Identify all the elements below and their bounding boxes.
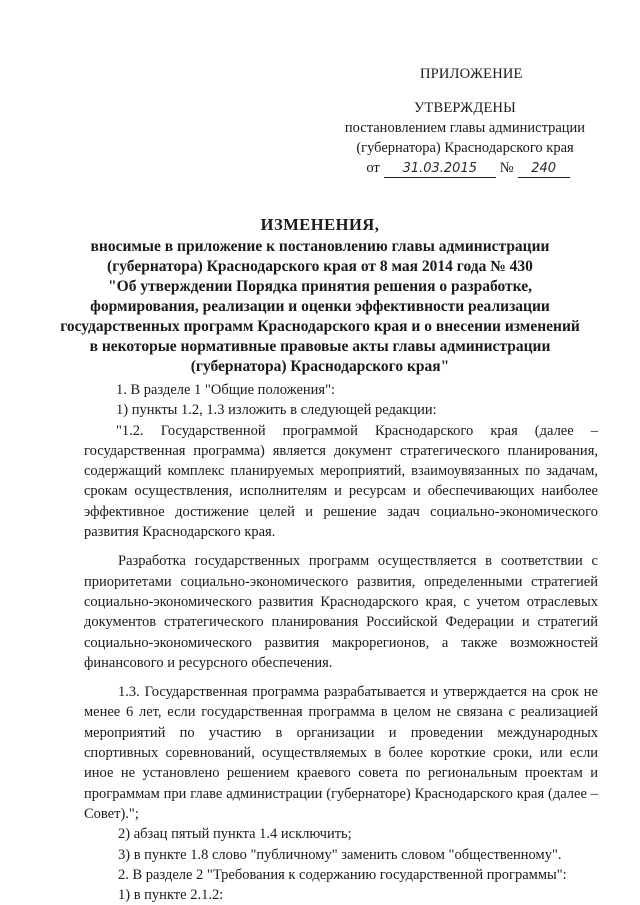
title-line: (губернатора) Краснодарского края" <box>190 358 450 375</box>
paragraph-clause-1-2: "1.2. Государственной программой Краснодарского края (далее – государственная программа) является документ стратегического планирования, содержащий комплекс планируемых мероприятий, взаимоувязанных по задачам, срокам осуществления, исполнителям и ресурсам и обеспечивающих наиболее эффективное достижение целей и решение задач социально-экономического развития Краснодарского края. <box>84 422 598 541</box>
paragraph-development: Разработка государственных программ осуществляется в соответствии с приоритетами социально-экономического развития, определенными стратегией социально-экономического развития Краснодарского края, с учетом отраслевых документов стратегического планирования Российской Федерации и стратегий социально-экономического развития макрорегионов, а также возможностей финансового и ресурсного обеспечения. <box>84 553 598 671</box>
paragraph-item-3: 3) в пункте 1.8 слово "публичному" заменить словом "общественному". <box>118 846 562 863</box>
paragraph-item-1: 1) пункты 1.2, 1.3 изложить в следующей редакции: <box>116 402 437 419</box>
approval-stamp-block <box>330 98 600 178</box>
paragraph-clause-1-3: 1.3. Государственная программа разрабатывается и утверждается на срок не менее 6 лет, если государственная программа в целом не связана с реализацией мероприятий по участию в организации и проведении международных спортивных соревнований, осуществляемых в более короткие сроки, или если иное не установлено решением краевого совета по региональным проектам и программам при главе администрации (губернаторе) Краснодарского края (далее – Совет)."; <box>84 684 598 822</box>
title-line: формирования, реализации и оценки эффективности реализации <box>90 298 550 315</box>
paragraph-section-1: 1. В разделе 1 "Общие положения": <box>116 382 336 398</box>
title-line: "Об утверждении Порядка принятия решения о разработке, <box>108 278 532 295</box>
title-main: ИЗМЕНЕНИЯ, <box>260 215 380 234</box>
approved-heading: УТВЕРЖДЕНЫ <box>413 100 517 116</box>
title-line: в некоторые нормативные правовые акты главы администрации <box>89 338 551 355</box>
handwritten-number: 240 <box>518 161 570 178</box>
paragraph-item-2: 2) абзац пятый пункта 1.4 исключить; <box>118 826 352 843</box>
approved-by-line-2: (губернатора) Краснодарского края <box>356 140 574 156</box>
document-title <box>60 215 580 377</box>
appendix-heading: ПРИЛОЖЕНИЕ <box>420 66 523 82</box>
paragraph-section-2: 2. В разделе 2 "Требования к содержанию государственной программы": <box>118 866 567 883</box>
paragraph-item-2-1-2: 1) в пункте 2.1.2: <box>118 887 224 904</box>
document-body <box>84 380 598 905</box>
handwritten-date: 31.03.2015 <box>384 161 496 178</box>
title-line: государственных программ Краснодарского края и о внесении изменений <box>60 318 580 335</box>
title-line: (губернатора) Краснодарского края от 8 мая 2014 года № 430 <box>107 258 533 275</box>
number-label: № <box>499 160 514 176</box>
title-line: вносимые в приложение к постановлению главы администрации <box>90 238 550 255</box>
from-label: от <box>366 160 380 176</box>
date-number-line <box>336 158 600 178</box>
approved-by-line-1: постановлением главы администрации <box>344 120 586 136</box>
